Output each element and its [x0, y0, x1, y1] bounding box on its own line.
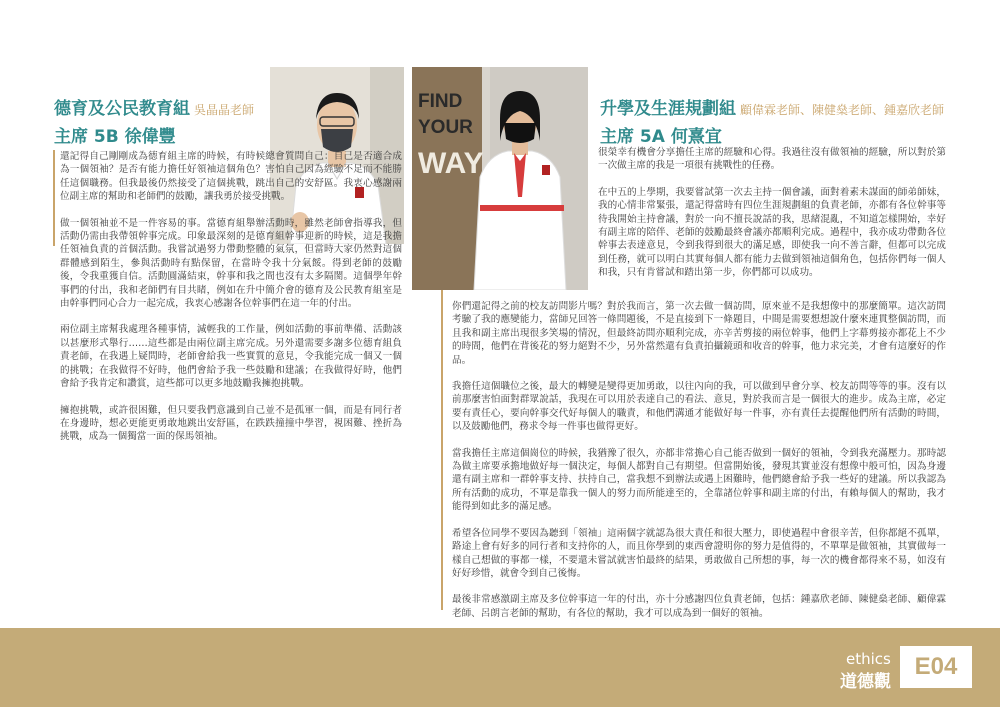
left-paragraph-1: 還記得自己剛剛成為德育組主席的時候，有時候總會質問自己：自己是否適合成為一個領袖？是否有能力擔任好領袖這個角色？害怕自己因為經驗不足而不能勝任這個職務。但我最後仍然接受了這個挑戰，跳出自己的安舒區。我衷心感謝兩位副主席的幫助和老師們的鼓勵，讓我勇於接受挑戰。: [60, 151, 402, 203]
footer-section-zh: 道德觀: [840, 672, 891, 692]
right-dept-name: 升學及生涯規劃組: [600, 99, 736, 119]
right-teacher: 顧偉霖老師、陳健燊老師、鍾嘉欣老師: [740, 103, 945, 117]
wide-paragraph-5: 最後非常感激副主席及多位幹事這一年的付出，亦十分感謝四位負責老師，包括：鍾嘉欣老師、陳健燊老師、顧偉霖老師、呂朗言老師的幫助，有各位的幫助，我才可以成為到一個好的領袖。: [452, 594, 946, 619]
left-dept-name: 德育及公民教育組: [54, 99, 190, 119]
right-paragraph-2: 在中五的上學期，我要嘗試第一次去主持一個會議，面對着素未謀面的師弟師妹，我的心情非常緊張，還記得當時有四位生涯規劃組的負責老師，亦都有各位幹事等待我開始主持會議，對於一向不擅長說話的我，思緒混亂，不知道怎樣開始，幸好有副主席的陪伴、老師的鼓勵最終會議亦都順利完成。過程中，我亦成功帶動各位幹事去表達意見，令到我得到很大的滿足感，即使我一向不善言辭，但都可以完成到任務，就可以明白其實每個人都有能力去做到領袖這個角色，包括你們每一個人和我，只有肯嘗試和踏出第一步，你們都可以成功。: [598, 186, 946, 279]
left-header: [54, 94, 254, 147]
footer-section-en: ethics: [846, 650, 891, 668]
wide-paragraph-1: 你們還記得之前的校友訪問影片嗎？對於我而言，第一次去做一個訪問，原來並不是我想像中的那麼簡單。這次訪問考驗了我的應變能力，當師兄回答一條問題後，不是直接到下一條題目，中間是需要想想說什麼來連貫整個訪問，而且我和副主席出現很多笑場的情況，但最終訪問亦順利完成，亦辛苦剪接的兩位幹事，他們上字幕剪接亦都花上不少的時間，他們在背後花的努力絕對不少，另外當然還有負責拍攝鏡頭和收音的幹事，他力求完美，才會有這麼好的作品。: [452, 301, 946, 366]
right-header: [600, 94, 944, 147]
left-paragraph-3: 兩位副主席幫我處理各種事情，減輕我的工作量，例如活動的事前準備、活動該以甚麼形式舉行……這些都是由兩位副主席完成。另外還需要多謝多位德育組負責老師，在我遇上疑問時，老師會給我一些實質的意見，令我能完成一個又一個的挑戰；在我做得不好時，他們會給予我一些鼓勵和建議；在我做得好時，他們會給予我肯定和讚賞，這些都可以更多地鼓勵我擁抱挑戰。: [60, 324, 402, 390]
wide-paragraph-4: 希望各位同學不要因為聽到「領袖」這兩個字就認為很大責任和很大壓力，即使過程中會很辛苦，但你都絕不孤單，路途上會有好多的同行者和支持你的人，而且你學到的東西會證明你的努力是值得的，不單單是做領袖，其實做每一樣自己想做的事都一樣，不要還未嘗試就害怕最終的結果，勇敢做自己所想的事，每一次的機會都得來不易，如沒有好好珍惜，就會令到自己後悔。: [452, 527, 946, 579]
left-dept-title: [54, 94, 254, 119]
right-chair: 主席 5A 何熹宜: [600, 127, 722, 147]
left-article: [60, 150, 402, 457]
wide-paragraph-2: 我擔任這個職位之後，最大的轉變是變得更加勇敢，以往內向的我，可以做到早會分享、校友訪問等等的事。沒有以前那麼害怕面對群眾說話，我現在可以用於表達自己的看法、意見，對於我而言是一個很大的進步。成為主席，必定要有責任心，要向幹事交代好每個人的職責，和他們溝通才能做好每一件事，亦有責任去提醒他們所有活動的時間，以及鼓勵他們，務求令每一件事也做得更好。: [452, 381, 946, 433]
sign-word-way: WAY: [418, 147, 484, 180]
right-article-wide: [452, 300, 946, 633]
page-code: E04: [900, 646, 972, 688]
sign-word-your: YOUR: [418, 117, 473, 138]
left-teacher: 吳晶晶老師: [194, 103, 255, 117]
left-chair: 主席 5B 徐偉豐: [54, 127, 176, 147]
left-accent-line: [53, 150, 55, 246]
right-paragraph-1: 很榮幸有機會分享擔任主席的經驗和心得。我過往沒有做領袖的經驗，所以對於第一次做主席的我是一項很有挑戰性的任務。: [598, 147, 946, 172]
wide-paragraph-3: 當我擔任主席這個崗位的時候，我猶豫了很久，亦都非常擔心自己能否做到一個好的領袖，令到我充滿壓力。那時認為做主席要承擔地做好每一個決定，每個人都對自己有期望。但當開始後，發現其實並沒有想像中般可怕，因為身邊還有副主席和一群幹事支持、扶持自己，當我想不到辦法或遇上困難時，他們總會給予我一些好的建議。所以我認為所有活動的成功，不單是靠我一個人的努力而所能達至的，全靠諸位幹事和副主席的付出，有賴每個人的幫助，我才能得到如此多的滿足感。: [452, 447, 946, 513]
sign-word-find: FIND: [418, 91, 463, 112]
left-paragraph-4: 擁抱挑戰，或許很困難，但只要我們意識到自己並不是孤軍一個，而是有同行者在身邊時，想必更能更勇敢地跳出安舒區，在跌跌撞撞中學習，視困難、挫折為挑戰，成為一個獨當一面的保馬領袖。: [60, 404, 402, 443]
center-accent-line: [441, 290, 443, 610]
right-article-top: [598, 146, 946, 293]
right-dept-title: [600, 94, 944, 119]
left-paragraph-2: 做一個領袖並不是一件容易的事。當德育組舉辦活動時，雖然老師會指導我，但活動仍需由我帶領幹事完成。印象最深刻的是德育組幹事迎新的時候，這是我擔任領袖負責的首個活動。我嘗試過努力帶動整體的氣氛，但當時大家仍然對這個群體感到陌生，參與活動時有點保留，在當時令我十分氣餒。得到老師的鼓勵後，令我重獲自信。活動圓滿結束，幹事和我之間也沒有太多隔閡。這個學年幹事們的付出，我和老師們有目共睹，例如在升中簡介會的德育及公民教育組室是由幹事們同心合力一起完成，我衷心感謝各位幹事們在這一年的付出。: [60, 217, 402, 310]
right-student-photo: [412, 67, 588, 290]
